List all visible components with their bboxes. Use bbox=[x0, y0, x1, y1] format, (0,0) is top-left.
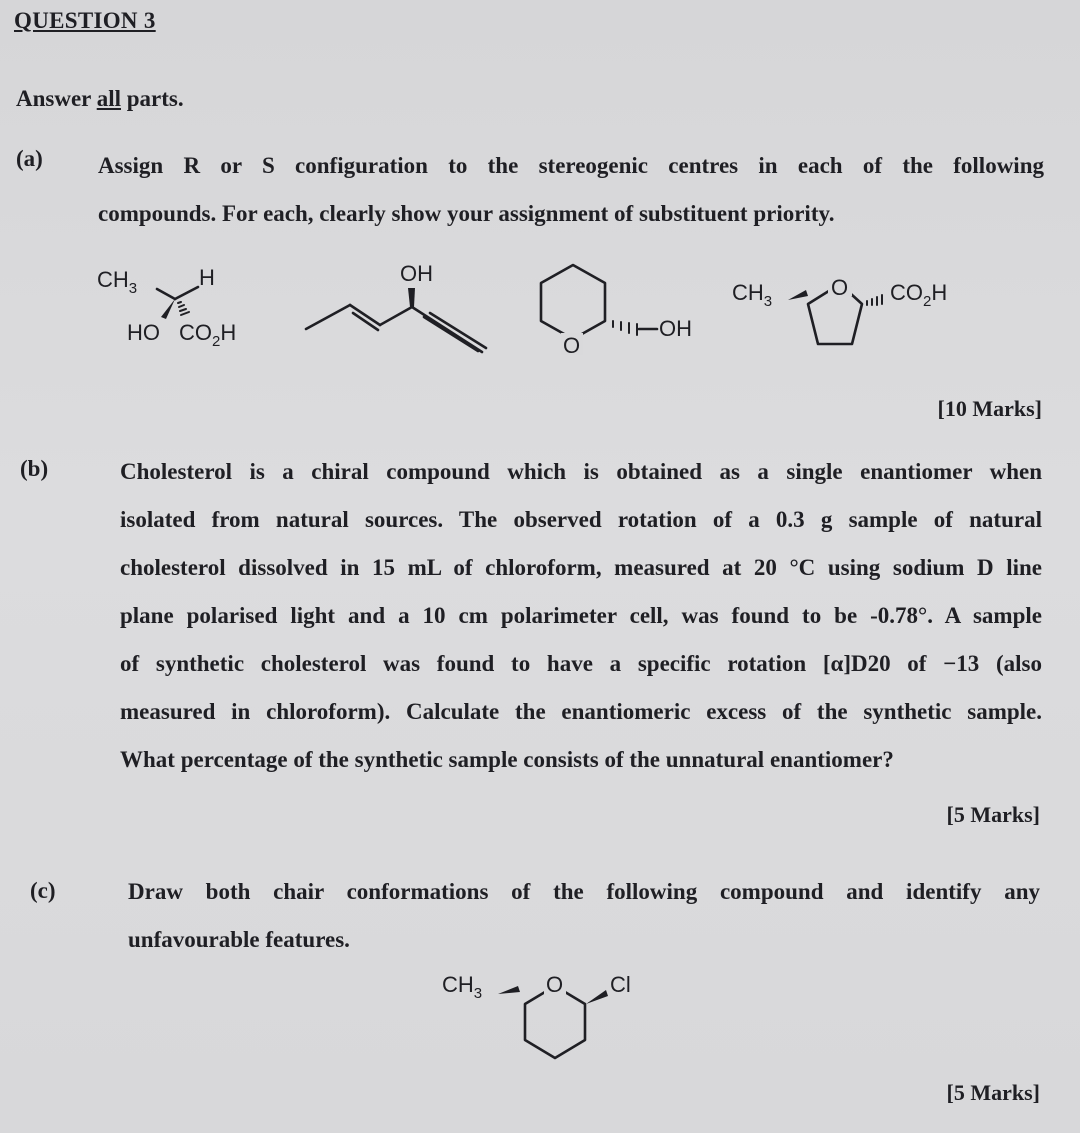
m3-hash-oh bbox=[613, 321, 637, 335]
part-b-line-7: What percentage of the synthetic sample consists of the unnatural enantiomer? bbox=[120, 747, 894, 772]
question-heading: QUESTION 3 bbox=[14, 8, 156, 33]
mc-ch3-label: $CH_3$ bbox=[442, 972, 483, 1002]
molecule-1-diagram bbox=[95, 255, 275, 355]
m1-bond-ch3 bbox=[157, 289, 175, 299]
m1-h-label: H bbox=[199, 265, 215, 290]
instruction bbox=[16, 86, 184, 112]
part-b-marks: [5 Marks] bbox=[946, 802, 1040, 827]
m1-bond-h bbox=[175, 287, 198, 299]
m2-triple-3 bbox=[430, 313, 486, 348]
part-a-label: (a) bbox=[16, 146, 43, 171]
part-b-line-2: isolated from natural sources. The observed rotation of a 0.3 g sample of natural bbox=[120, 507, 1042, 532]
mc-wedge-cl bbox=[586, 990, 608, 1004]
m4-hash-co2h bbox=[867, 295, 882, 305]
mc-o-label: O bbox=[546, 972, 564, 997]
part-c-line-1: Draw both chair conformations of the following compound and identify any bbox=[128, 879, 1040, 904]
molecule-4-diagram bbox=[730, 260, 980, 360]
m2-triple-2 bbox=[424, 317, 478, 351]
m4-co2h-label: $CO_2H$ bbox=[890, 280, 948, 310]
instruction-pre: Answer bbox=[16, 86, 97, 111]
part-b-line-3: cholesterol dissolved in 15 mL of chloroform, measured at 20 °C using sodium D line bbox=[120, 555, 1042, 580]
part-b-body bbox=[120, 448, 1042, 784]
m2-oh-label: OH bbox=[400, 261, 433, 286]
part-a-line-2: compounds. For each, clearly show your assignment of substituent priority. bbox=[98, 201, 835, 226]
m3-oh-label: OH bbox=[659, 316, 692, 341]
instruction-post: parts. bbox=[121, 86, 184, 111]
m1-co2h-label: $CO_2H$ bbox=[179, 320, 237, 350]
molecule-2-diagram bbox=[300, 255, 500, 365]
part-c-line-2: unfavourable features. bbox=[128, 927, 350, 952]
part-b-line-1: Cholesterol is a chiral compound which is obtained as a single enantiomer when bbox=[120, 459, 1042, 484]
part-c-marks: [5 Marks] bbox=[946, 1080, 1040, 1105]
part-b-label: (b) bbox=[20, 456, 49, 481]
m2-bond-1 bbox=[306, 305, 350, 329]
m2-bond-3 bbox=[380, 307, 412, 325]
m2-triple-1 bbox=[412, 307, 482, 352]
part-b-line-6: measured in chloroform). Calculate the enantiomeric excess of the synthetic sample. bbox=[120, 699, 1042, 724]
molecule-3-diagram bbox=[525, 255, 715, 365]
m2-wedge-oh bbox=[408, 288, 415, 307]
m4-wedge-ch3 bbox=[788, 290, 808, 300]
mc-cl-label: Cl bbox=[610, 972, 631, 997]
m1-ho-label: HO bbox=[127, 320, 160, 345]
m4-o-label: O bbox=[831, 275, 849, 300]
part-b-line-5: of synthetic cholesterol was found to have a specific rotation [α]D20 of −13 (also bbox=[120, 651, 1042, 676]
m3-ring bbox=[541, 265, 605, 339]
m4-ch3-label: $CH_3$ bbox=[732, 280, 773, 310]
part-b-line-4: plane polarised light and a 10 cm polarimeter cell, was found to be -0.78°. A sample bbox=[120, 603, 1042, 628]
part-a-line-1: Assign R or S configuration to the stereogenic centres in each of the following bbox=[98, 153, 1044, 178]
mc-wedge-ch3 bbox=[498, 986, 520, 994]
m3-o-label: O bbox=[563, 333, 581, 358]
part-c-molecule-diagram bbox=[440, 962, 660, 1072]
m1-ch3-label: $CH_3$ bbox=[97, 267, 138, 297]
m1-hash-co2h bbox=[178, 302, 189, 315]
part-c-label: (c) bbox=[30, 878, 56, 903]
m1-wedge-ho bbox=[161, 299, 175, 319]
instruction-emphasis: all bbox=[96, 86, 121, 111]
part-a-marks: [10 Marks] bbox=[937, 396, 1042, 421]
